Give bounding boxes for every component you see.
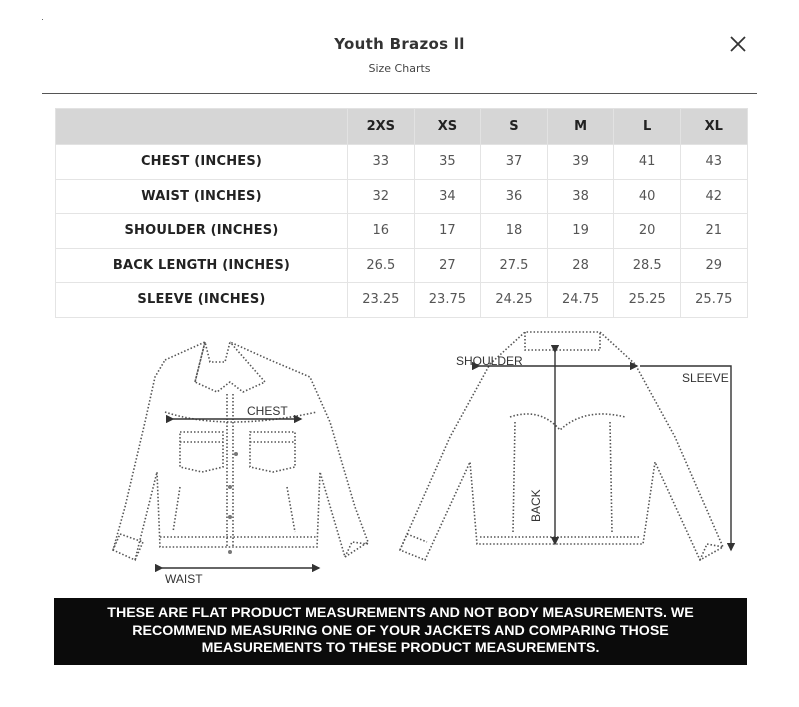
measurement-notice-banner: THESE ARE FLAT PRODUCT MEASUREMENTS AND NOT BODY MEASUREMENTS. WE RECOMMEND MEASURING ONE OF YOUR JACKETS AND COMPARING THOSE MEASUREMENTS TO THESE PRODUCT MEASUREMENTS. xyxy=(54,598,747,665)
table-row xyxy=(56,179,748,214)
back-label: BACK xyxy=(529,489,543,522)
row-label: CHEST (INCHES) xyxy=(56,145,348,180)
column-header: XL xyxy=(680,109,747,145)
table-cell: 28.5 xyxy=(614,248,681,283)
table-cell: 39 xyxy=(547,145,614,180)
table-cell: 42 xyxy=(680,179,747,214)
table-cell: 23.25 xyxy=(348,283,415,318)
column-header: 2XS xyxy=(348,109,415,145)
table-cell: 27 xyxy=(414,248,481,283)
sleeve-label: SLEEVE xyxy=(682,371,729,385)
table-cell: 29 xyxy=(680,248,747,283)
table-cell: 18 xyxy=(481,214,548,249)
shoulder-label: SHOULDER xyxy=(456,354,523,368)
row-label: SHOULDER (INCHES) xyxy=(56,214,348,249)
table-cell: 25.25 xyxy=(614,283,681,318)
table-cell: 36 xyxy=(481,179,548,214)
table-cell: 25.75 xyxy=(680,283,747,318)
table-row xyxy=(56,145,748,180)
table-cell: 26.5 xyxy=(348,248,415,283)
row-label: WAIST (INCHES) xyxy=(56,179,348,214)
table-cell: 28 xyxy=(547,248,614,283)
column-header xyxy=(56,109,348,145)
page-subtitle: Size Charts xyxy=(368,62,431,75)
table-row xyxy=(56,214,748,249)
jacket-illustration xyxy=(55,322,747,590)
column-header: XS xyxy=(414,109,481,145)
sleeve-measure-line xyxy=(640,366,731,550)
table-cell: 41 xyxy=(614,145,681,180)
table-cell: 32 xyxy=(348,179,415,214)
modal-header xyxy=(0,0,799,94)
size-chart-table xyxy=(55,108,748,318)
table-row xyxy=(56,283,748,318)
row-label: BACK LENGTH (INCHES) xyxy=(56,248,348,283)
chest-label: CHEST xyxy=(247,404,288,418)
waist-label: WAIST xyxy=(165,572,203,586)
table-cell: 35 xyxy=(414,145,481,180)
table-cell: 33 xyxy=(348,145,415,180)
close-icon xyxy=(727,33,749,55)
table-cell: 20 xyxy=(614,214,681,249)
table-cell: 37 xyxy=(481,145,548,180)
header-divider xyxy=(42,93,757,94)
table-cell: 24.25 xyxy=(481,283,548,318)
table-cell: 23.75 xyxy=(414,283,481,318)
table-cell: 38 xyxy=(547,179,614,214)
table-row xyxy=(56,248,748,283)
measurement-diagram xyxy=(55,322,747,590)
close-button[interactable] xyxy=(727,33,749,55)
column-header: L xyxy=(614,109,681,145)
table-cell: 17 xyxy=(414,214,481,249)
table-cell: 43 xyxy=(680,145,747,180)
table-cell: 24.75 xyxy=(547,283,614,318)
table-cell: 19 xyxy=(547,214,614,249)
row-label: SLEEVE (INCHES) xyxy=(56,283,348,318)
page-title: Youth Brazos ll xyxy=(334,35,465,53)
column-header: S xyxy=(481,109,548,145)
table-cell: 21 xyxy=(680,214,747,249)
table-cell: 40 xyxy=(614,179,681,214)
jacket-front xyxy=(113,342,368,560)
table-header-row xyxy=(56,109,748,145)
column-header: M xyxy=(547,109,614,145)
table-cell: 16 xyxy=(348,214,415,249)
table-cell: 34 xyxy=(414,179,481,214)
table-cell: 27.5 xyxy=(481,248,548,283)
